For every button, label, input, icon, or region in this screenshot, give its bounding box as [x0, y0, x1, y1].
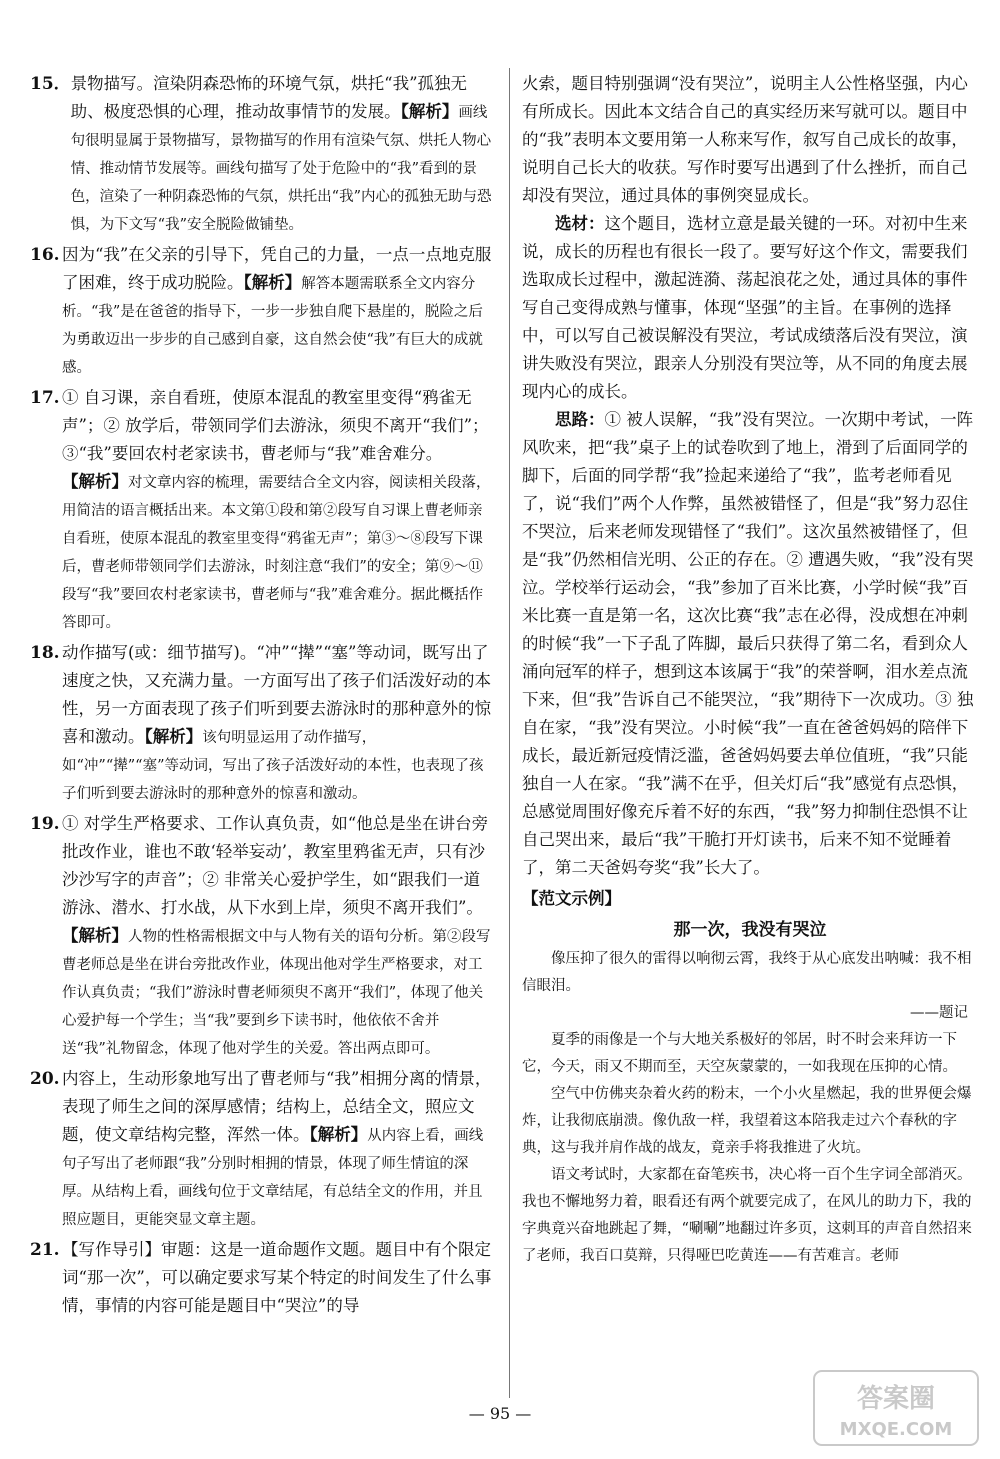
analysis-tag: 【解析】 — [144, 727, 203, 746]
analysis-tag: 【解析】 — [400, 102, 459, 121]
analysis-text: 画线句很明显属于景物描写，景物描写的作用有渲染气氛、烘托人物心情、推动情节发展等。画线句描写了处于危险中的“我”看到的景色，渲染了一种阴森恐怖的气氛，烘托出“我”内心的孤独无助与恐惧，为下文写“我”安全脱险做铺垫。 — [70, 105, 492, 233]
right-column — [522, 70, 978, 1270]
essay-title: 那一次，我没有哭泣 — [673, 920, 827, 940]
answer-text: ① 对学生严格要求、工作认真负责，如“他总是坐在讲台旁批改作业，谁也不敢‘轻举妄动’，教室里鸦雀无声，只有沙沙沙写字的声音”；② 非常关心爱护学生，如“跟我们一道游泳、潜水、打水战，从下水到上岸，须臾不离开我们”。 — [62, 814, 489, 917]
epigraph-signature: ——题记 — [910, 1005, 968, 1021]
item-number: 21. — [30, 1240, 60, 1260]
essay-paragraph: 夏季的雨像是一个与大地关系极好的邻居，时不时会来拜访一下它，今天，雨又不期而至，天空灰蒙蒙的，一如我现在压抑的心情。 — [522, 1032, 957, 1075]
answer-text: 景物描写。渲染阴森恐怖的环境气氛，烘托“我”孤独无助、极度恐惧的心理，推动故事情节的发展。 — [70, 74, 468, 121]
answer-item-17 — [30, 384, 492, 637]
essay-epigraph: 像压抑了很久的雷得以响彻云霄，我终于从心底发出呐喊：我不相信眼泪。 — [522, 951, 972, 994]
item-number: 17. — [30, 388, 60, 408]
analysis-tag: 【解析】 — [62, 472, 128, 491]
essay-paragraph: 空气中仿佛夹杂着火药的粉末，一个小火星燃起，我的世界便会爆炸，让我彻底崩溃。像仇敌一样，我望着这本陪我走过六个春秋的字典，这与我并肩作战的战友，竟亲手将我推进了火坑。 — [522, 1086, 972, 1156]
page-number: — 95 — — [468, 1404, 532, 1423]
answer-item-20 — [30, 1065, 492, 1234]
answer-item-19 — [30, 810, 492, 1063]
xuancai-label: 选材： — [555, 214, 605, 233]
analysis-tag: 【解析】 — [309, 1125, 368, 1144]
continued-paragraph: 火索，题目特别强调“没有哭泣”，说明主人公性格坚强，内心有所成长。因此本文结合自己的真实经历来写就可以。题目中的“我”表明本文要用第一人称来写作，叙写自己成长的故事，说明自己长大的收获。写作时要写出遇到了什么挫折，而自己却没有哭泣，通过具体的事例突显成长。 — [522, 74, 968, 205]
answer-item-18 — [30, 639, 492, 808]
xuancai-text: 这个题目，选材立意是最关键的一环。对初中生来说，成长的历程也有很长一段了。要写好这个作文，需要我们选取成长过程中，激起涟漪、荡起浪花之处，通过具体的事件写自己变得成熟与懂事，体现“坚强”的主旨。在事例的选择中，可以写自己被误解没有哭泣，考试成绩落后没有哭泣，演讲失败没有哭泣，跟亲人分别没有哭泣等，从不同的角度去展现内心的成长。 — [522, 214, 968, 401]
xuancai-paragraph — [522, 210, 978, 406]
analysis-text: 人物的性格需根据文中与人物有关的语句分析。第②段写曹老师总是坐在讲台旁批改作业，体现出他对学生严格要求，对工作认真负责；“我们”游泳时曹老师须臾不离开“我们”，体现了他关心爱护每一个学生；当“我”要到乡下读书时，他依依不舍并送“我”礼物留念，体现了他对学生的关爱。答出两点即可。 — [62, 929, 491, 1057]
analysis-text: 解答本题需联系全文内容分析。“我”是在爸爸的指导下，一步一步独自爬下悬崖的，脱险之后为勇敢迈出一步步的自己感到自豪，这自然会使“我”有巨大的成就感。 — [62, 276, 483, 376]
answer-text: ① 自习课，亲自看班，使原本混乱的教室里变得“鸦雀无声”；② 放学后，带领同学们去游泳，须臾不离开“我们”；③“我”要回农村老家读书，曹老师与“我”难舍难分。 — [62, 388, 489, 463]
item-number: 18. — [30, 643, 60, 663]
column-divider — [509, 68, 510, 1398]
answer-text: 【写作导引】审题：这是一道命题作文题。题目中有个限定词“那一次”，可以确定要求写某个特定的时间发生了什么事情，事情的内容可能是题目中“哭泣”的导 — [62, 1240, 492, 1315]
analysis-text: 从内容上看，画线句子写出了老师跟“我”分别时相拥的情景，体现了师生情谊的深厚。从结构上看，画线句位于文章结尾，有总结全文的作用，并且照应题目，更能突显文章主题。 — [62, 1128, 484, 1228]
essay-paragraph: 语文考试时，大家都在奋笔疾书，决心将一百个生字词全部消灭。我也不懈地努力着，眼看还有两个就要完成了，在风儿的助力下，我的字典竟兴奋地跳起了舞，“唰唰”地翻过许多页，这刺耳的声音自然招来了老师，我百口莫辩，只得哑巴吃黄连——有苦难言。老师 — [522, 1167, 972, 1264]
silu-paragraph — [522, 406, 978, 882]
analysis-tag: 【解析】 — [243, 273, 302, 292]
item-number: 20. — [30, 1069, 60, 1089]
silu-text: ① 被人误解，“我”没有哭泣。一次期中考试，一阵风吹来，把“我”桌子上的试卷吹到了地上，滑到了后面同学的脚下，后面的同学帮“我”捡起来递给了“我”，监考老师看见了，说“我们”两个人作弊，虽然被错怪了，但是“我”努力忍住不哭泣，后来老师发现错怪了“我们”。这次虽然被错怪了，但是“我”仍然相信光明、公正的存在。② 遭遇失败，“我”没有哭泣。学校举行运动会，“我”参加了百米比赛，小学时候“我”百米比赛一直是第一名，这次比赛“我”志在必得，没成想在冲刺的时候“我”一下子乱了阵脚，最后只获得了第二名，看到众人涌向冠军的样子，想到这本该属于“我”的荣誉啊，泪水差点流下来，但“我”告诉自己不能哭泣，“我”期待下一次成功。③ 独自在家，“我”没有哭泣。小时候“我”一直在爸爸妈妈的陪伴下成长，最近新冠疫情泛滥，爸爸妈妈要去单位值班，“我”只能独自一人在家。“我”满不在乎，但关灯后“我”感觉有点恐惧，总感觉周围好像充斥着不好的东西，“我”努力抑制住恐惧不让自己哭出来，最后“我”干脆打开灯读书，后来不知不觉睡着了，第二天爸妈夸奖“我”长大了。 — [522, 410, 974, 877]
answer-text: 内容上，生动形象地写出了曹老师与“我”相拥分离的情景，表现了师生之间的深厚感情；结构上，总结全文，照应文题，使文章结构完整，浑然一体。 — [62, 1069, 492, 1144]
silu-label: 思路： — [555, 410, 605, 429]
item-number: 16. — [30, 245, 60, 265]
left-column — [30, 70, 492, 1322]
watermark-url: MXQE.COM — [839, 1419, 953, 1440]
answer-item-16 — [30, 241, 492, 382]
answer-text: 动作描写(或：细节描写)。“冲”“撵”“塞”等动词，既写出了速度之快，又充满力量。一方面写出了孩子们活泼好动的本性，另一方面表现了孩子们听到要去游泳时的那种意外的惊喜和激动。 — [62, 643, 491, 746]
fanwen-heading: 【范文示例】 — [522, 889, 621, 908]
answer-item-21 — [30, 1236, 492, 1320]
watermark-logo — [812, 1369, 980, 1447]
item-number: 15． — [30, 74, 71, 94]
item-number: 19. — [30, 814, 60, 834]
analysis-text: 对文章内容的梳理，需要结合全文内容，阅读相关段落，用简洁的语言概括出来。本文第①段和第②段写自习课上曹老师亲自看班，使原本混乱的教室里变得“鸦雀无声”；第③～⑧段写下课后，曹老师带领同学们去游泳，时刻注意“我们”的安全；第⑨～⑪段写“我”要回农村老家读书，曹老师与“我”难舍难分。据此概括作答即可。 — [62, 475, 491, 631]
answer-item-15 — [30, 70, 492, 239]
analysis-text: 该句明显运用了动作描写，如“冲”“撵”“塞”等动词，写出了孩子活泼好动的本性，也表现了孩子们听到要去游泳时的那种意外的惊喜和激动。 — [62, 730, 484, 802]
analysis-tag: 【解析】 — [62, 926, 128, 945]
answer-text: 因为“我”在父亲的引导下，凭自己的力量，一点一点地克服了困难，终于成功脱险。 — [62, 245, 492, 292]
watermark-text: 答案圈 — [856, 1384, 936, 1414]
